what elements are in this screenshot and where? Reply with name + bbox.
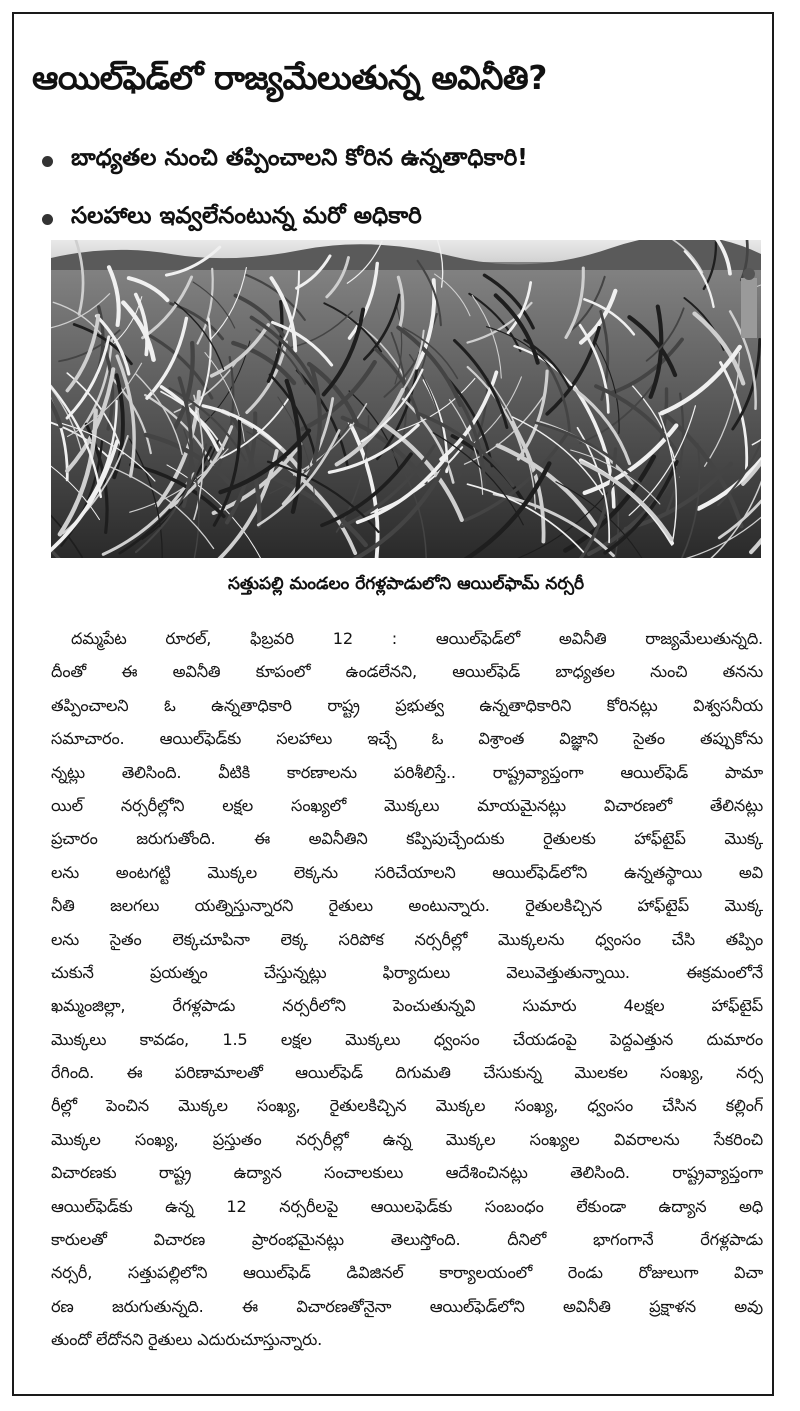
article-body-line: న్నట్లు తెలిసింది. వీటికి కారణాలను పరిశీలిస్తే.. రాష్ట్రవ్యాప్తంగా ఆయిల్‌ఫెడ్ పామా [51,762,763,782]
article-body-line: దమ్మపేట రూరల్, ఫిబ్రవరి 12 : ఆయిల్‌ఫెడ్‌లో అవినీతి రాజ్యమేలుతున్నది. [71,629,763,648]
nursery-photo-illustration [51,240,761,558]
article-body-line: రణ జరుగుతున్నది. ఈ విచారణతోనైనా ఆయిల్‌ఫెడ్‌లోని అవినీతి ప్రక్షాళన అవు [51,1296,763,1316]
photo-caption: సత్తుపల్లి మండలం రేగళ్లపాడులోని ఆయిల్‌ఫామ్ నర్సరీ [227,574,585,594]
article-body-line: తుందో లేదోనని రైతులు ఎదురుచూస్తున్నారు. [51,1330,323,1350]
article-body-line: నీతి జలగలు యత్నిస్తున్నారని రైతులు అంటున్నారు. రైతులకిచ్చిన హాఫ్‌టైప్ మొక్క [51,896,763,916]
article-body-line: మొక్కల సంఖ్య, ప్రస్తుతం నర్సరీల్లో ఉన్న మొక్కల సంఖ్యల వివరాలను సేకరించి [51,1129,763,1149]
article-body-line: ఖమ్మంజిల్లా, రేగళ్లపాడు నర్సరీలోని పెంచుతున్నవి సుమారు 4లక్షల హాఫ్‌టైప్ [51,996,763,1016]
article-body-line: నర్సరీ, సత్తుపల్లిలోని ఆయిల్‌ఫెడ్ డివిజినల్ కార్యాలయంలో రెండు రోజులుగా విచా [51,1263,763,1283]
article-body-line: విచారణకు రాష్ట్ర ఉద్యాన సంచాలకులు ఆదేశించినట్లు తెలిసింది. రాష్ట్రవ్యాప్తంగా [51,1163,763,1183]
article-body-line: లను సైతం లెక్కచూపినా లెక్క సరిపోక నర్సరీల్లో మొక్కలను ధ్వంసం చేసి తప్పిం [51,929,763,949]
article-headline: ఆయిల్‌ఫెడ్‌లో రాజ్యమేలుతున్న అవినీతి? [32,58,547,97]
subheadline-item [42,132,762,190]
subheadline-text: సలహాలు ఇవ్వలేనంటున్న మరో అధికారి [71,203,422,229]
article-body-line: రీల్లో పెంచిన మొక్కల సంఖ్య, రైతులకిచ్చిన మొక్కల సంఖ్య, ధ్వంసం చేసిన కల్లింగ్ [51,1096,763,1116]
subheadline-list [42,132,762,248]
article-body-line: దీంతో ఈ అవినీతి కూపంలో ఉండలేనని, ఆయిల్‌ఫెడ్ బాధ్యతల నుంచి తనను [51,662,763,682]
bullet-dot-icon [42,214,53,225]
article-body-line: చుకునే ప్రయత్నం చేస్తున్నట్లు ఫిర్యాదులు వెలువెత్తుతున్నాయి. ఈక్రమంలోనే [51,962,763,982]
bullet-dot-icon [42,156,53,167]
article-body-line: రేగింది. ఈ పరిణామాలతో ఆయిల్‌ఫెడ్ దిగుమతి చేసుకున్న మొలకల సంఖ్య, నర్స [51,1063,763,1083]
article-body [51,622,763,1397]
article-body-line: సమాచారం. ఆయిల్‌ఫెడ్‌కు సలహాలు ఇచ్చే ఓ విశ్రాంత విజ్ఞాని సైతం తప్పుకోను [51,729,763,749]
oil-palm-nursery-photo [51,240,761,558]
article-body-line: తప్పించాలని ఓ ఉన్నతాధికారి రాష్ట్ర ప్రభుత్వ ఉన్నతాధికారిని కోరినట్లు విశ్వసనీయ [51,695,763,715]
article-body-line: కారులతో విచారణ ప్రారంభమైనట్లు తెలుస్తోంది. దీనిలో భాగంగానే రేగళ్లపాడు [51,1230,763,1250]
article-body-line: ఆయిల్‌ఫెడ్‌కు ఉన్న 12 నర్సరీలపై ఆయిలఫెడ్‌కు సంబంధం లేకుండా ఉద్యాన అధి [51,1196,763,1216]
article-body-line: మొక్కలు కావడం, 1.5 లక్షల మొక్కలు ధ్వంసం చేయడంపై పెద్దఎత్తున దుమారం [51,1029,763,1049]
article-body-line: లను అంటగట్టి మొక్కల లెక్కను సరిచేయాలని ఆయిల్‌ఫెడ్‌లోని ఉన్నతస్థాయి అవి [51,862,763,882]
article-body-line: ప్రచారం జరుగుతోంది. ఈ అవినీతిని కప్పిపుచ్చేందుకు రైతులకు హాఫ్‌టైప్ మొక్క [51,829,763,849]
article-frame [12,12,774,1396]
subheadline-text: బాధ్యతల నుంచి తప్పించాలని కోరిన ఉన్నతాధికారి! [71,145,528,171]
article-body-line: యిల్ నర్సరీల్లోని లక్షల సంఖ్యలో మొక్కలు మాయమైనట్లు విచారణలో తేలినట్లు [51,795,763,815]
